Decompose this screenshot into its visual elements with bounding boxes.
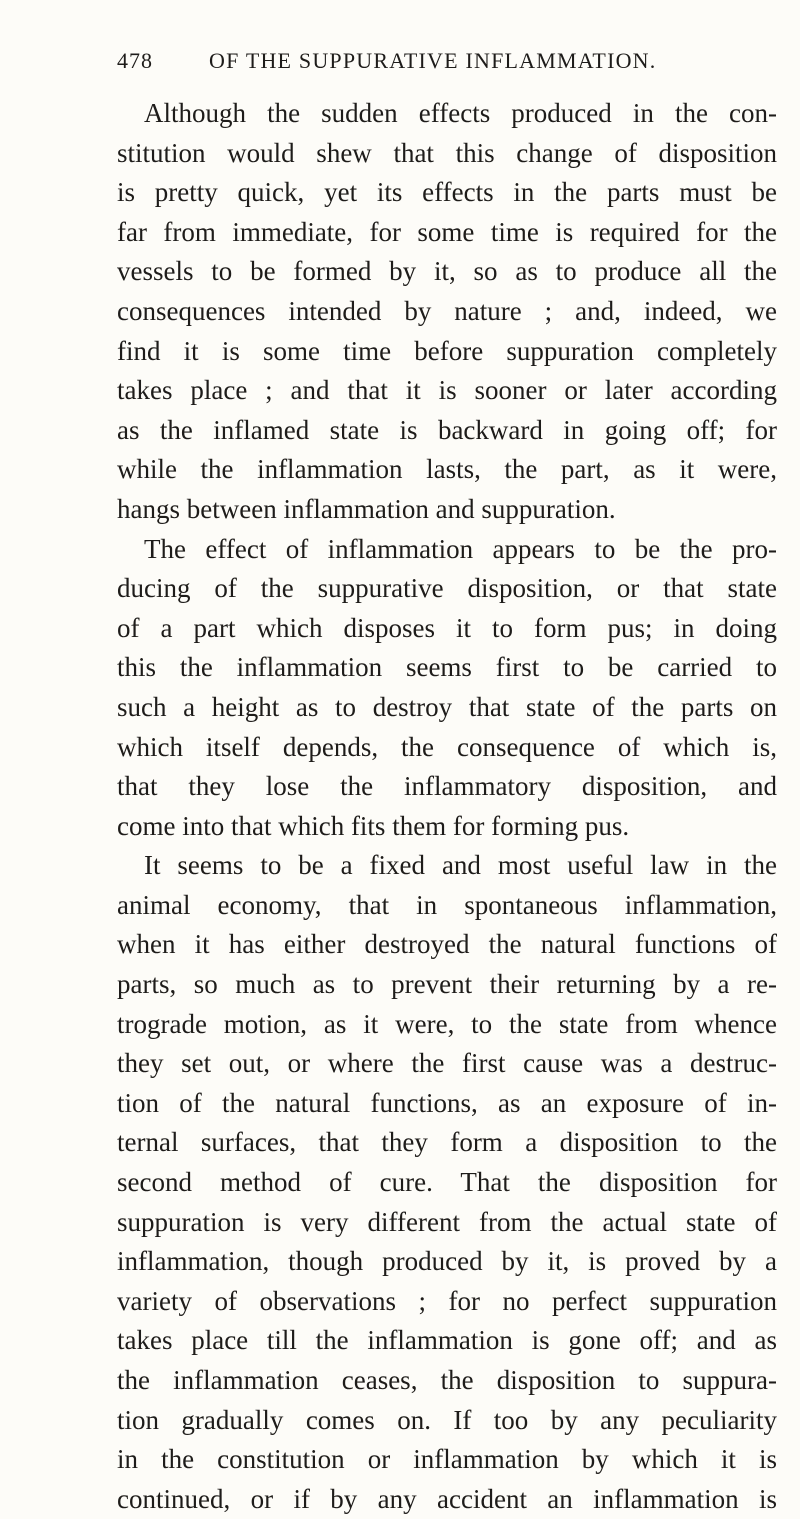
text-line: hangs between inflammation and suppuration. [117, 493, 616, 524]
text-line: consequences intended by nature ; and, indeed, we [117, 295, 777, 326]
text-line: this the inflammation seems first to be carried to [117, 652, 777, 683]
text-line: vessels to be formed by it, so as to produce all the [117, 256, 777, 287]
text-line: far from immediate, for some time is required for the [117, 216, 777, 247]
text-line: suppuration is very different from the actual state of [117, 1206, 777, 1237]
text-line: tion of the natural functions, as an exposure of in- [117, 1087, 777, 1118]
text-line: the inflammation ceases, the disposition to suppura- [117, 1365, 777, 1395]
text-line: ternal surfaces, that they form a disposition to the [117, 1127, 777, 1158]
text-line: variety of observations ; for no perfect suppuration [117, 1285, 777, 1316]
text-line: they set out, or where the first cause was a destruc- [117, 1048, 777, 1079]
text-line: of a part which disposes it to form pus; in doing [117, 612, 777, 643]
text-line: which itself depends, the consequence of which is, [117, 731, 777, 762]
text-line: It seems to be a fixed and most useful law in the [144, 850, 777, 881]
text-line: ducing of the suppurative disposition, or that state [117, 573, 777, 604]
text-line: in the constitution or inflammation by which it is [117, 1444, 777, 1475]
text-line: tion gradually comes on. If too by any peculiarity [117, 1404, 777, 1435]
page-number: 478 [117, 48, 153, 73]
text-line: stitution would shew that this change of disposition [117, 137, 777, 168]
text-line: come into that which fits them for forming pus. [117, 810, 630, 841]
text-line: find it is some time before suppuration completely [117, 335, 777, 366]
text-line: trograde motion, as it were, to the state from whence [117, 1008, 777, 1039]
text-line: is pretty quick, yet its effects in the parts must be [117, 177, 777, 208]
body-text [117, 94, 777, 1519]
text-line: when it has either destroyed the natural functions of [117, 929, 777, 960]
text-line: as the inflamed state is backward in going off; for [117, 414, 777, 445]
text-line: The effect of inflammation appears to be the pro- [144, 533, 777, 564]
running-head [117, 48, 777, 88]
running-title: OF THE SUPPURATIVE INFLAMMATION. [209, 48, 657, 73]
text-line: parts, so much as to prevent their returning by a re- [117, 969, 777, 1000]
text-line: animal economy, that in spontaneous inflammation, [117, 889, 777, 920]
text-line: inflammation, though produced by it, is proved by a [117, 1246, 777, 1277]
text-line: Although the sudden effects produced in the con- [144, 98, 777, 128]
text-line: that they lose the inflammatory disposition, and [117, 771, 777, 802]
text-line: continued, or if by any accident an inflammation is [117, 1483, 777, 1514]
text-line: while the inflammation lasts, the part, as it were, [117, 454, 777, 485]
text-line: such a height as to destroy that state of the parts on [117, 691, 777, 722]
text-line: takes place ; and that it is sooner or later according [117, 375, 777, 406]
text-line: takes place till the inflammation is gone off; and as [117, 1325, 777, 1356]
text-line: second method of cure. That the disposition for [117, 1167, 777, 1198]
